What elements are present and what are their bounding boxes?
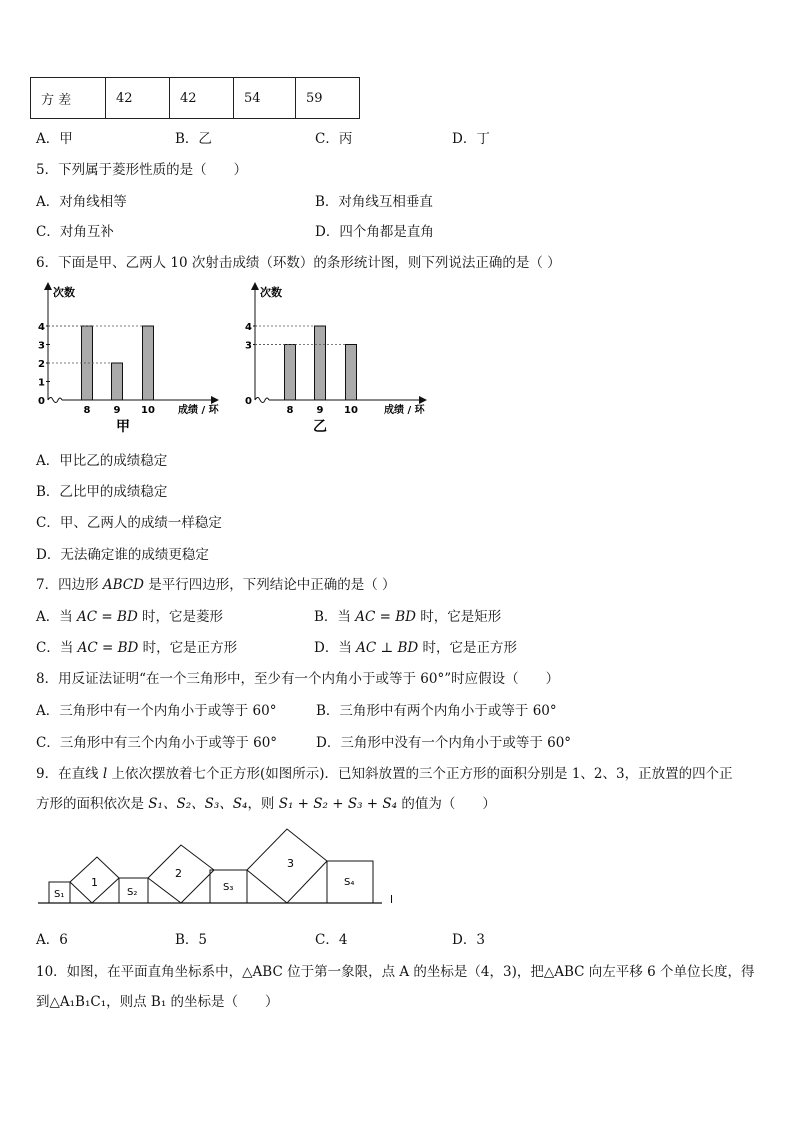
tilted-square-3-label: 3 <box>287 857 294 870</box>
q7-option-d[interactable] <box>314 636 517 656</box>
yi-x-tick-label: 9 <box>316 405 324 416</box>
q7-option-d-post: 时，它是正方形 <box>418 640 518 656</box>
q7-option-c-math: AC = BD <box>77 640 139 656</box>
q8-option-a[interactable]: A．三角形中有一个内角小于或等于 60° <box>36 703 277 719</box>
q7-stem-pre: 7．四边形 <box>36 577 103 593</box>
q7-option-a[interactable] <box>36 605 223 625</box>
q10-stem-line2: 到△A₁B₁C₁，则点 B₁ 的坐标是（ ） <box>36 994 279 1010</box>
yi-x-tick-label: 10 <box>344 405 358 416</box>
jia-y-tick-label: 2 <box>38 359 45 370</box>
jia-x-tick-label: 10 <box>141 405 155 416</box>
q6-option-c[interactable]: C．甲、乙两人的成绩一样稳定 <box>36 515 222 531</box>
q8-option-d[interactable]: D．三角形中没有一个内角小于或等于 60° <box>316 735 572 751</box>
q5-stem: 5．下列属于菱形性质的是（ ） <box>36 162 248 178</box>
q5-option-b[interactable]: B．对角线互相垂直 <box>315 194 433 210</box>
jia-y-tick-label: 0 <box>38 396 45 407</box>
q7-stem-var: ABCD <box>102 577 144 593</box>
q7-option-b-math: AC = BD <box>355 609 416 625</box>
q7-stem <box>36 573 396 593</box>
q7-option-a-pre: A．当 <box>36 609 78 625</box>
q5-option-c[interactable]: C．对角互补 <box>36 224 114 240</box>
jia-y-label: 次数 <box>53 286 75 299</box>
jia-bar-10 <box>143 326 154 400</box>
jia-x-tick-label: 9 <box>113 405 121 416</box>
yi-y-tick-label: 4 <box>245 322 252 333</box>
square-s2-label: S₂ <box>127 887 138 898</box>
q8-option-c[interactable]: C．三角形中有三个内角小于或等于 60° <box>36 735 278 751</box>
yi-y-tick-label: 0 <box>245 396 252 407</box>
q6-bar-charts <box>30 282 450 440</box>
q7-option-b-post: 时，它是矩形 <box>415 609 502 625</box>
q6-option-d[interactable]: D．无法确定谁的成绩更稳定 <box>36 547 209 563</box>
jia-x-label: 成绩 / 环 <box>178 405 219 416</box>
q7-option-c-pre: C．当 <box>36 640 78 656</box>
q6-option-a[interactable]: A．甲比乙的成绩稳定 <box>36 453 168 469</box>
jia-chart-title: 甲 <box>116 419 130 435</box>
yi-bar-8 <box>285 345 296 401</box>
q9-stem-line1 <box>36 762 733 782</box>
q4-option-b[interactable]: B．乙 <box>175 131 212 147</box>
jia-y-tick-label: 3 <box>38 340 45 352</box>
q8-stem: 8．用反证法证明“在一个三角形中，至少有一个内角小于或等于 60°”时应假设（ ） <box>36 671 560 687</box>
jia-y-tick-label: 4 <box>38 322 45 333</box>
q9-line1-var: l <box>102 766 108 782</box>
q9-line1-pre: 9．在直线 <box>36 766 103 782</box>
q6-stem: 6．下面是甲、乙两人 10 次射击成绩（环数）的条形统计图，则下列说法正确的是（ ） <box>36 255 561 271</box>
q9-option-d[interactable]: D．3 <box>452 932 485 948</box>
table-header-cell: 方 差 <box>31 78 106 119</box>
chart-yi <box>245 285 426 435</box>
q7-option-b[interactable] <box>314 605 501 625</box>
q9-line2-pre: 方形的面积依次是 <box>36 796 149 812</box>
yi-y-tick-label: 3 <box>245 340 252 352</box>
q9-option-a[interactable]: A．6 <box>36 932 68 948</box>
q7-option-a-post: 时，它是菱形 <box>137 609 224 625</box>
line-l-label: l <box>390 893 394 906</box>
q7-option-d-pre: D．当 <box>314 640 357 656</box>
yi-x-tick-label: 8 <box>286 405 294 416</box>
q4-option-c[interactable]: C．丙 <box>315 131 353 147</box>
jia-y-tick-label: 1 <box>38 377 45 389</box>
table-cell: 42 <box>170 78 234 119</box>
square-s3-label: S₃ <box>223 882 234 893</box>
jia-axis-break <box>48 398 62 403</box>
q7-option-a-math: AC = BD <box>77 609 138 625</box>
q9-squares-figure <box>30 820 410 912</box>
table-cell: 42 <box>106 78 170 119</box>
q8-option-b[interactable]: B．三角形中有两个内角小于或等于 60° <box>316 703 557 719</box>
q6-option-b[interactable]: B．乙比甲的成绩稳定 <box>36 484 168 500</box>
tilted-square-1-label: 1 <box>91 876 98 889</box>
jia-x-tick-label: 8 <box>83 405 91 416</box>
q9-option-c[interactable]: C．4 <box>315 932 348 948</box>
q7-option-d-math: AC ⊥ BD <box>356 640 419 656</box>
square-s1-label: S₁ <box>54 889 65 900</box>
yi-bar-9 <box>315 326 326 400</box>
yi-axis-break <box>255 398 269 403</box>
variance-table <box>30 77 360 119</box>
table-cell: 59 <box>296 78 360 119</box>
jia-bar-9 <box>112 363 123 400</box>
q9-line1-post: 上依次摆放着七个正方形(如图所示)．已知斜放置的三个正方形的面积分别是 1、2、3，正放置的四个正 <box>107 766 733 782</box>
tilted-square-2-label: 2 <box>175 867 182 880</box>
table-row <box>31 78 360 119</box>
q7-option-c[interactable] <box>36 636 237 656</box>
q4-option-d[interactable]: D．丁 <box>452 131 490 147</box>
square-s4-label: S₄ <box>344 877 355 888</box>
q9-line2-post: 的值为（ ） <box>397 796 496 812</box>
q4-option-a[interactable]: A．甲 <box>36 131 73 147</box>
q7-option-c-post: 时，它是正方形 <box>138 640 238 656</box>
q10-stem-line1: 10．如图，在平面直角坐标系中，△ABC 位于第一象限，点 A 的坐标是（4，3)，把△ABC 向左平移 6 个单位长度，得 <box>36 964 755 980</box>
q9-line2-mid: ，则 <box>247 796 279 812</box>
yi-y-label: 次数 <box>260 286 282 299</box>
yi-bar-10 <box>346 345 357 401</box>
q5-option-a[interactable]: A．对角线相等 <box>36 194 127 210</box>
chart-jia <box>38 285 220 435</box>
q7-option-b-pre: B．当 <box>314 609 356 625</box>
q9-stem-line2 <box>36 792 496 812</box>
table-cell: 54 <box>234 78 296 119</box>
q7-stem-post: 是平行四边形，下列结论中正确的是（ ） <box>143 577 396 593</box>
q9-line2-vars: S₁、S₂、S₃、S₄ <box>148 796 248 812</box>
q9-option-b[interactable]: B．5 <box>175 932 208 948</box>
q5-option-d[interactable]: D．四个角都是直角 <box>315 224 434 240</box>
yi-x-label: 成绩 / 环 <box>384 405 425 416</box>
q9-line2-expr: S₁ + S₂ + S₃ + S₄ <box>278 796 398 812</box>
yi-chart-title: 乙 <box>313 419 327 435</box>
jia-bar-8 <box>82 326 93 400</box>
